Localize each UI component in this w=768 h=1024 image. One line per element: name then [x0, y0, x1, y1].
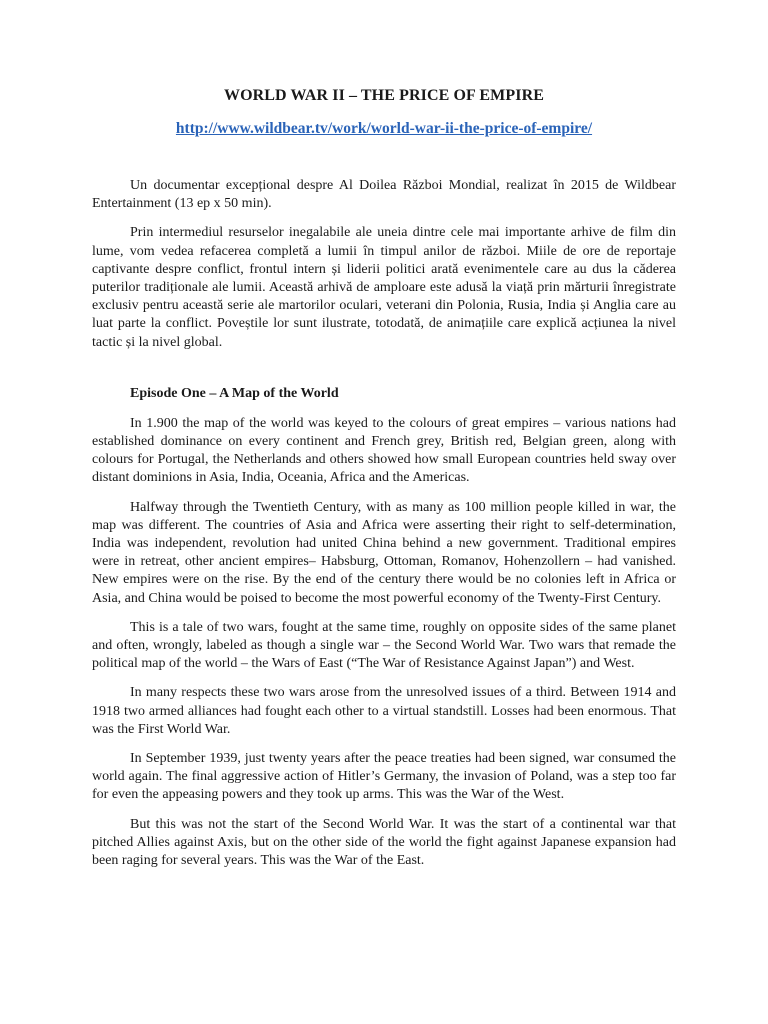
episode-paragraph: In September 1939, just twenty years after the peace treaties had been signed, war consumed the world again. The final aggressive action of Hitler’s Germany, the invasion of Poland, was a step too far for even the appeasing powers and they took up arms. This was the War of the West. [92, 751, 676, 803]
document-title: WORLD WAR II – THE PRICE OF EMPIRE [223, 87, 545, 104]
episode-paragraph: Halfway through the Twentieth Century, with as many as 100 million people killed in war, the map was different. The countries of Asia and Africa were asserting their right to self-determination, India was independent, revolution had united China behind a new government. Traditional empires were in retreat, other ancient empires– Habsburg, Ottoman, Romanov, Hohenzollern – had vanished. New empires were on the rise. By the end of the century there would be no colonies left in Africa or Asia, and China would be poised to become the most powerful economy of the Twenty-First Century. [92, 499, 676, 606]
episode-paragraph: But this was not the start of the Second World War. It was the start of a continental war that pitched Allies against Axis, but on the other side of the world the fight against Japanese expansion had been raging for several years. This was the War of the East. [92, 816, 676, 869]
episode-paragraph: In many respects these two wars arose from the unresolved issues of a third. Between 1914 and 1918 two armed alliances had fought each other to a virtual standstill. Losses had been enormous. That was the First World War. [92, 685, 676, 737]
episode-paragraph: In 1.900 the map of the world was keyed to the colours of great empires – various nations had established dominance on every continent and French grey, British red, Belgian green, along with colours for Portugal, the Netherlands and others showed how small European countries held sway over distant dominions in Asia, India, Oceania, Africa and the Americas. [92, 415, 676, 486]
source-link[interactable]: http://www.wildbear.tv/work/world-war-ii-the-price-of-empire/ [175, 120, 593, 137]
episode-paragraph: This is a tale of two wars, fought at the same time, roughly on opposite sides of the same planet and often, wrongly, labeled as though a single war – the Second World War. Two wars that remade the political map of the world – the Wars of East (“The War of Resistance Against Japan”) and West. [92, 619, 676, 672]
intro-paragraph: Prin intermediul resurselor inegalabile ale uneia dintre cele mai importante arhive de film din lume, vom vedea refacerea completă a lumii în timpul anilor de război. Miile de ore de reportaje captivante despre conflict, frontul intern și liderii politici arată evenimentele care au dus la căderea puterilor tradiționale ale lumii. Această arhivă de amploare este adusă la viață prin mărturii înregistrate exclusiv pentru această serie ale martorilor oculari, veterani din Polonia, Rusia, India și Anglia care au luat parte la conflict. Poveștile lor sunt ilustrate, totodată, de animațiile care explică acțiunea la nivel tactic și la nivel global. [92, 225, 676, 350]
intro-paragraph: Un documentar excepțional despre Al Doilea Război Mondial, realizat în 2015 de Wildbear Entertainment (13 ep x 50 min). [92, 178, 676, 212]
episode-heading: Episode One – A Map of the World [130, 385, 339, 401]
